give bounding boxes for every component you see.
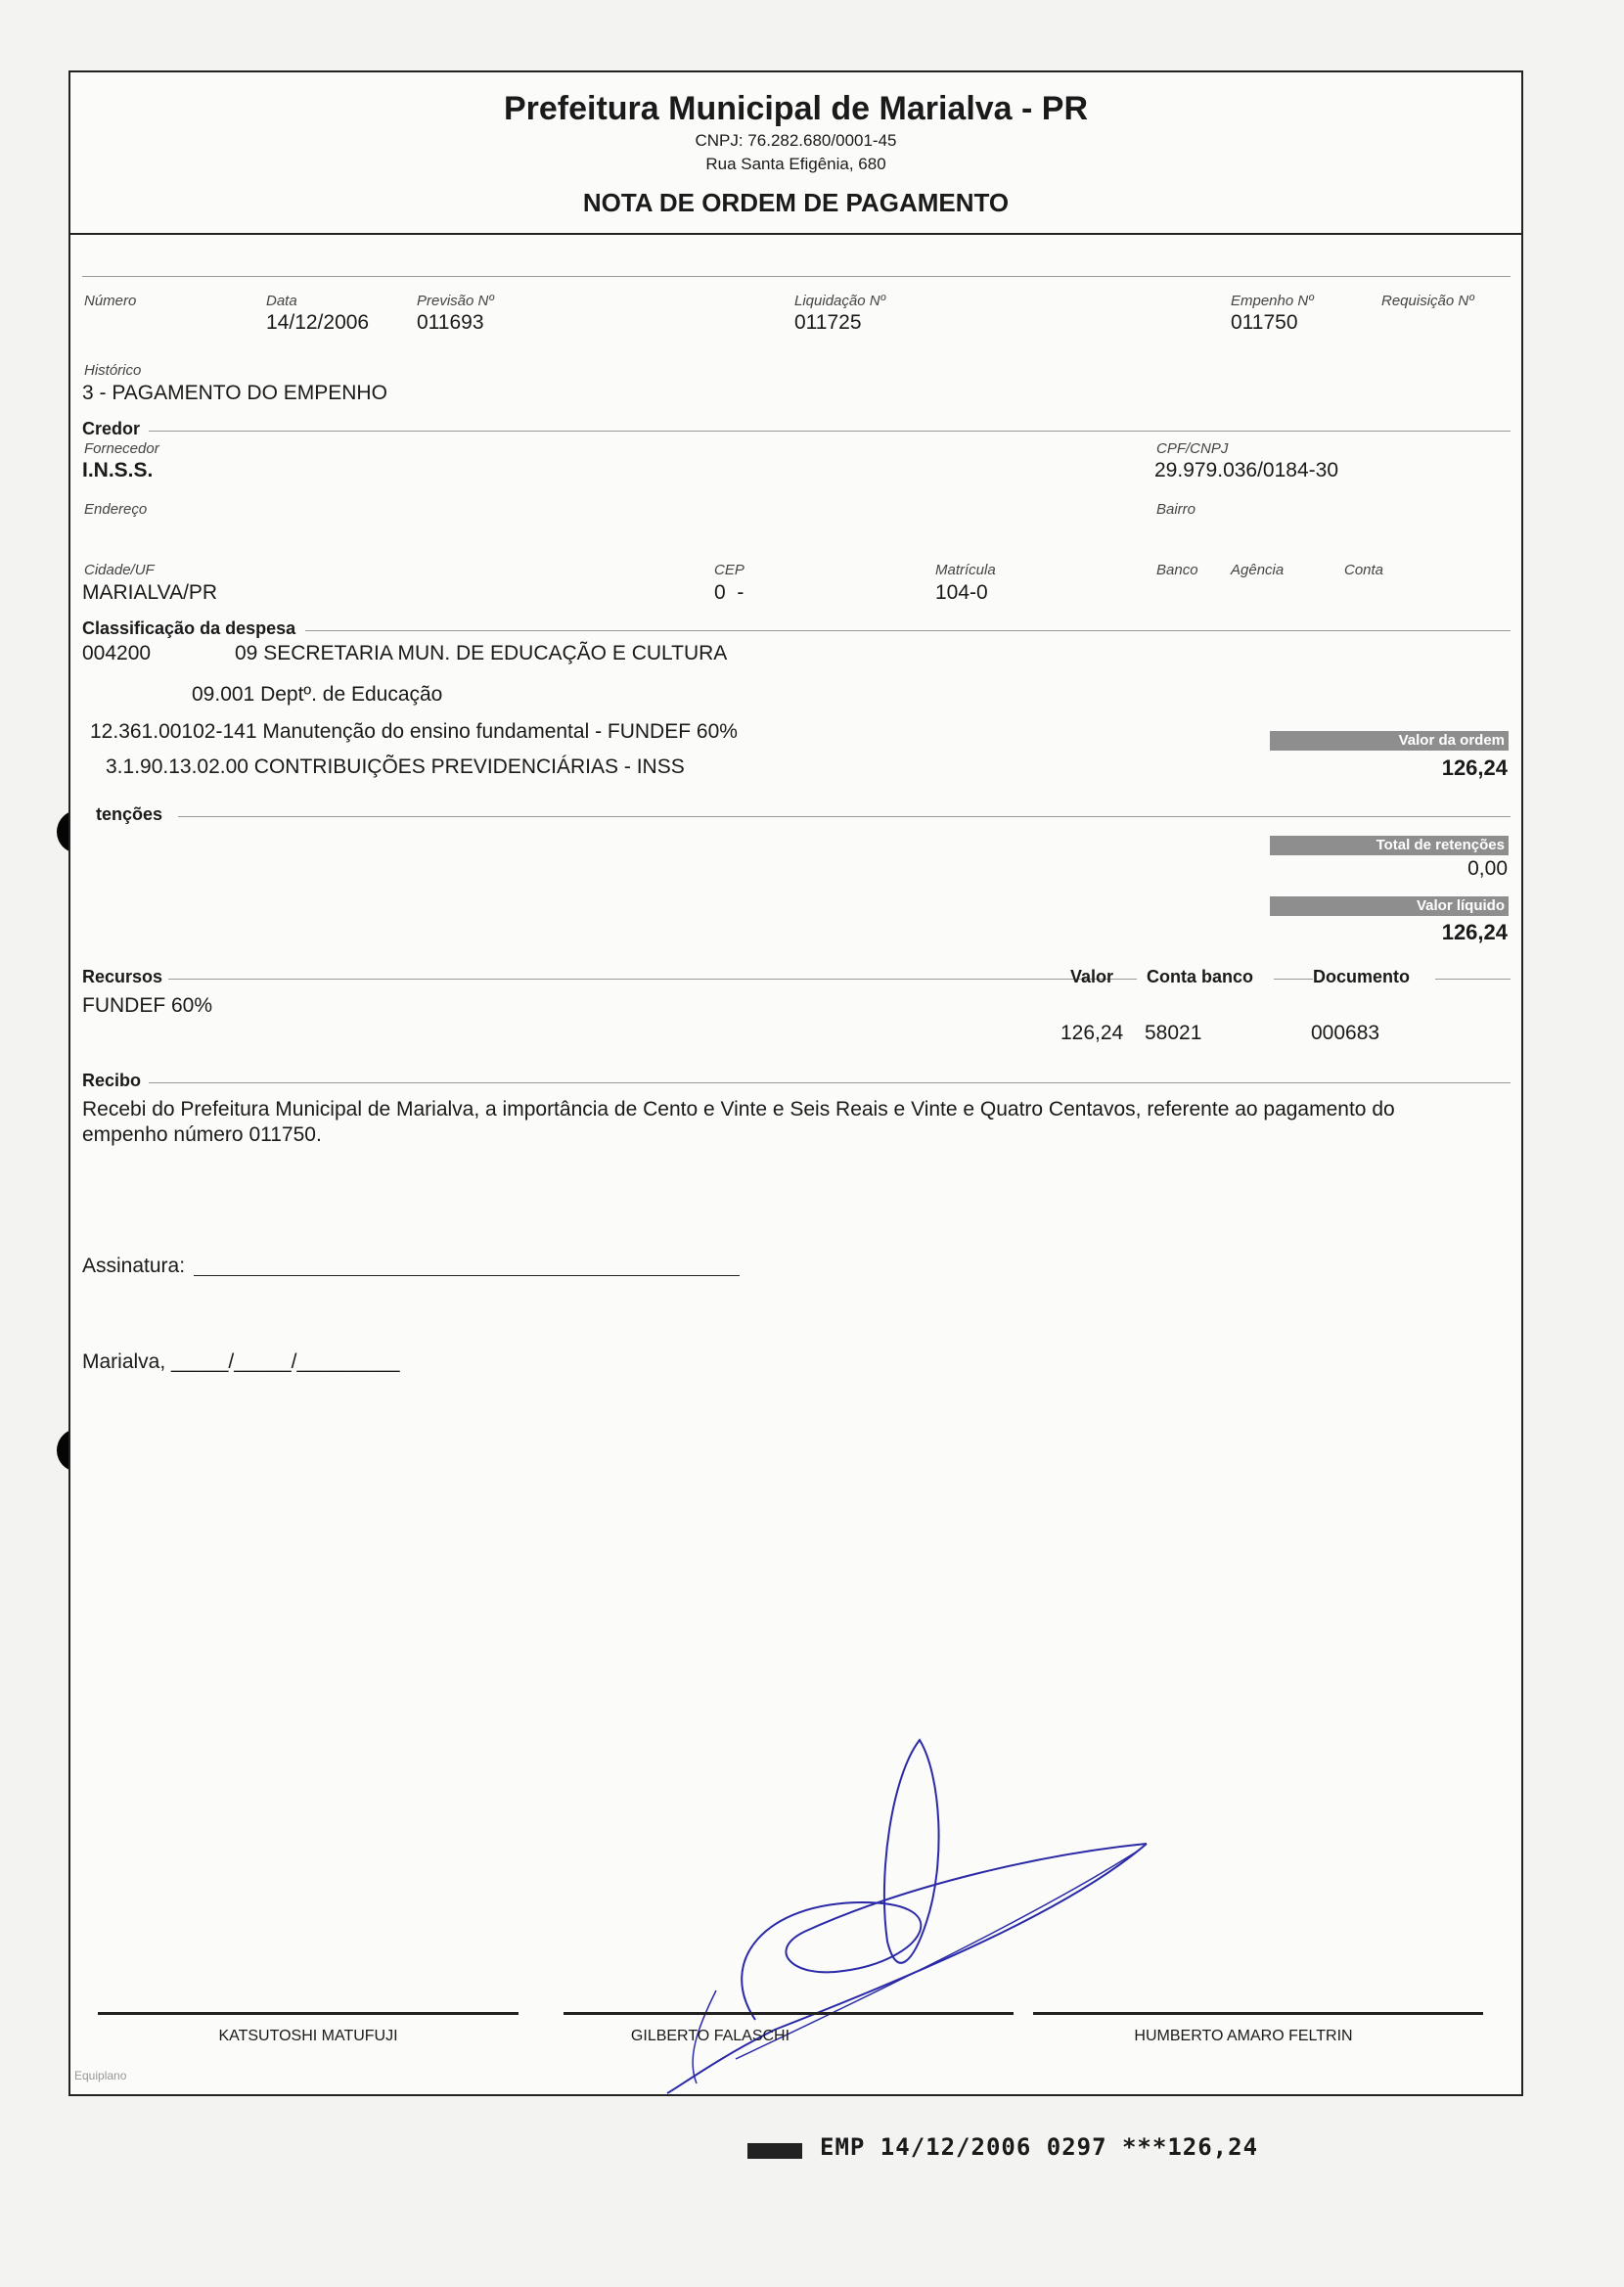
departamento: 09.001 Deptº. de Educação xyxy=(192,683,443,706)
payment-stamp-text: EMP 14/12/2006 0297 ***126,24 xyxy=(820,2133,1259,2161)
programa: 12.361.00102-141 Manutenção do ensino fundamental - FUNDEF 60% xyxy=(90,720,738,743)
document-frame xyxy=(68,70,1523,2096)
elemento-despesa: 3.1.90.13.02.00 CONTRIBUIÇÕES PREVIDENCIÁRIAS - INSS xyxy=(106,755,685,778)
cidade-label: Cidade/UF xyxy=(84,562,155,578)
address-line: Rua Santa Efigênia, 680 xyxy=(705,155,886,173)
recibo-text-line1: Recebi do Prefeitura Municipal de Marialva, a importância de Cento e Vinte e Seis Reais e Vinte e Quatro Centavos, referente ao pagamento do xyxy=(82,1098,1395,1121)
recursos-valor: 126,24 xyxy=(1060,1022,1124,1044)
historico-value: 3 - PAGAMENTO DO EMPENHO xyxy=(82,382,387,404)
secretaria: 09 SECRETARIA MUN. DE EDUCAÇÃO E CULTURA xyxy=(235,642,728,664)
stamp-mark-icon xyxy=(747,2143,802,2159)
recursos-fonte: FUNDEF 60% xyxy=(82,994,213,1017)
empenho-value: 011750 xyxy=(1231,311,1298,334)
liquidacao-label: Liquidação Nº xyxy=(794,293,886,309)
recibo-section: Recibo xyxy=(82,1071,142,1090)
recursos-rule xyxy=(168,979,1137,980)
previsao-label: Previsão Nº xyxy=(417,293,494,309)
credor-section: Credor xyxy=(82,419,141,438)
assinatura-line[interactable] xyxy=(194,1275,740,1276)
empenho-label: Empenho Nº xyxy=(1231,293,1314,309)
assinatura-label: Assinatura: xyxy=(82,1255,186,1277)
document-title: NOTA DE ORDEM DE PAGAMENTO xyxy=(582,188,1010,217)
valor-liquido-label: Valor líquido xyxy=(1416,897,1505,914)
total-retencoes-value: 0,00 xyxy=(1467,857,1508,880)
valor-liquido-bar xyxy=(1270,896,1509,916)
signature-line-1 xyxy=(98,2012,519,2015)
credor-rule xyxy=(149,431,1511,432)
cpf-label: CPF/CNPJ xyxy=(1156,440,1229,457)
signature-line-3 xyxy=(1033,2012,1483,2015)
valor-ordem-label: Valor da ordem xyxy=(1398,732,1505,749)
fornecedor-value: I.N.S.S. xyxy=(82,459,154,481)
conta-banco-header: Conta banco xyxy=(1147,967,1254,986)
agencia-label: Agência xyxy=(1231,562,1285,578)
recursos-documento: 000683 xyxy=(1311,1022,1380,1044)
recursos-conta: 58021 xyxy=(1145,1022,1202,1044)
payment-stamp xyxy=(747,2133,1258,2161)
page-title: Prefeitura Municipal de Marialva - PR xyxy=(503,90,1089,127)
retencoes-rule xyxy=(178,816,1511,817)
historico-label: Histórico xyxy=(84,362,142,379)
conta-label: Conta xyxy=(1344,562,1384,578)
software-watermark: Equiplano xyxy=(74,2069,127,2082)
classificacao-rule xyxy=(305,630,1511,631)
cidade-value: MARIALVA/PR xyxy=(82,581,218,604)
bairro-label: Bairro xyxy=(1156,501,1196,518)
banco-label: Banco xyxy=(1156,562,1198,578)
retencoes-section: tenções xyxy=(96,804,163,824)
recibo-rule xyxy=(149,1082,1511,1083)
matricula-value: 104-0 xyxy=(935,581,988,604)
previsao-value: 011693 xyxy=(417,311,484,334)
local-date: Marialva, _____/_____/_________ xyxy=(82,1350,400,1373)
documento-header: Documento xyxy=(1313,967,1410,986)
valor-header: Valor xyxy=(1070,967,1114,986)
total-retencoes-bar xyxy=(1270,836,1509,855)
signatory-1: KATSUTOSHI MATUFUJI xyxy=(218,2028,398,2044)
signatory-2: GILBERTO FALASCHI xyxy=(630,2028,790,2044)
header-divider xyxy=(70,233,1521,235)
classificacao-section: Classificação da despesa xyxy=(82,618,296,638)
endereco-label: Endereço xyxy=(84,501,148,518)
total-retencoes-label: Total de retenções xyxy=(1376,837,1505,853)
valor-liquido-value: 126,24 xyxy=(1441,920,1508,944)
requisicao-label: Requisição Nº xyxy=(1381,293,1474,309)
liquidacao-value: 011725 xyxy=(794,311,862,334)
matricula-label: Matrícula xyxy=(935,562,996,578)
recursos-rule-end xyxy=(1435,979,1511,980)
ids-rule xyxy=(82,276,1511,277)
recibo-text-line2: empenho número 011750. xyxy=(82,1123,322,1146)
valor-ordem-value: 126,24 xyxy=(1441,755,1508,780)
recursos-rule-mid xyxy=(1274,979,1313,980)
numero-label: Número xyxy=(84,293,137,309)
data-value: 14/12/2006 xyxy=(266,311,370,334)
data-label: Data xyxy=(266,293,297,309)
valor-ordem-bar xyxy=(1270,731,1509,751)
fornecedor-label: Fornecedor xyxy=(84,440,159,457)
cep-value: 0 - xyxy=(714,581,744,604)
recursos-section: Recursos xyxy=(82,967,163,986)
cnpj-line: CNPJ: 76.282.680/0001-45 xyxy=(695,131,897,150)
classificacao-code: 004200 xyxy=(82,642,152,664)
signatory-3: HUMBERTO AMARO FELTRIN xyxy=(1134,2028,1353,2044)
signature-line-2 xyxy=(564,2012,1014,2015)
cep-label: CEP xyxy=(714,562,744,578)
cpf-value: 29.979.036/0184-30 xyxy=(1154,459,1339,481)
